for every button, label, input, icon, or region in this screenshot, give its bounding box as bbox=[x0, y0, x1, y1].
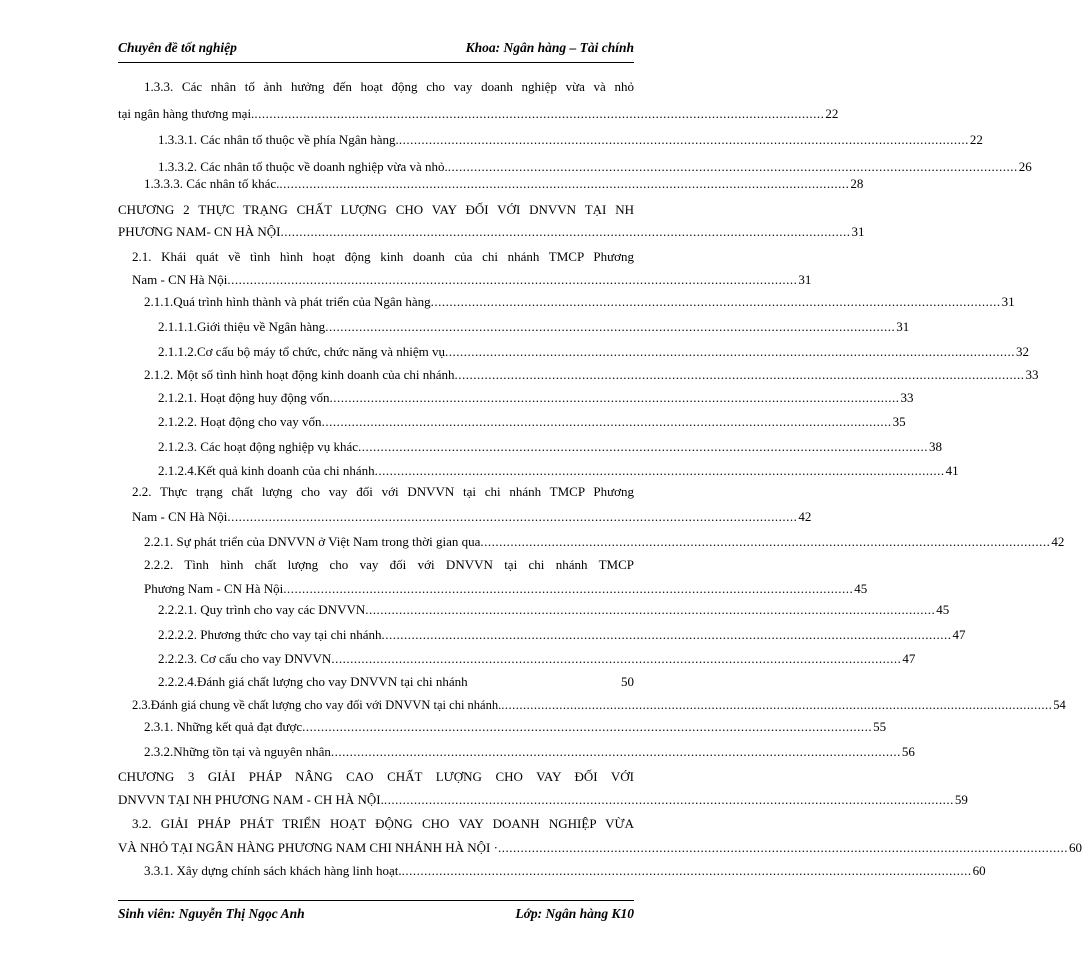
toc-entry[interactable]: 2.3.Đánh giá chung về chất lượng cho vay đối với DNVVN tại chi nhánh. ........................................................................................................................................................ 54 bbox=[132, 694, 634, 716]
toc-entry[interactable]: 2.3.2.Những tồn tại và nguyên nhân ........................................................................................................................................................ 56 bbox=[144, 741, 634, 763]
page-number: 31 bbox=[798, 272, 812, 287]
page-number: 41 bbox=[945, 463, 959, 478]
footer-rule bbox=[118, 900, 634, 901]
toc-entry[interactable]: 2.1.2.1. Hoạt động huy động vốn ........................................................................................................................................................ 33 bbox=[158, 387, 634, 409]
toc-entry[interactable]: 2.3.1. Những kết quả đạt được ........................................................................................................................................................ 55 bbox=[144, 716, 634, 738]
page-number: 35 bbox=[892, 414, 906, 429]
page-number: 42 bbox=[1051, 534, 1065, 549]
toc-chapter-line[interactable]: CHƯƠNG 3 GIẢI PHÁP NÂNG CAO CHẤT LƯỢNG CHO VAY ĐỐI VỚI bbox=[118, 769, 634, 784]
toc-entry[interactable]: Nam - CN Hà Nội ........................................................................................................................................................ 42 bbox=[132, 506, 634, 528]
page-number: 45 bbox=[936, 602, 950, 617]
page-number: 31 bbox=[896, 319, 910, 334]
page-number: 33 bbox=[900, 390, 914, 405]
page-number: 22 bbox=[969, 132, 983, 147]
page-number: 47 bbox=[952, 627, 966, 642]
toc-entry[interactable]: 2.1.2.3. Các hoạt động nghiệp vụ khác ........................................................................................................................................................ 38 bbox=[158, 436, 634, 458]
page-number: 26 bbox=[1018, 159, 1032, 174]
page-number: 50 bbox=[621, 674, 634, 689]
toc-entry[interactable]: 1.3.3.1. Các nhân tố thuộc về phía Ngân hàng. ........................................................................................................................................................ 22 bbox=[158, 129, 634, 151]
toc-entry-line[interactable]: 2.2. Thực trạng chất lượng cho vay đối với DNVVN tại chi nhánh TMCP Phương bbox=[132, 484, 634, 499]
toc-entry[interactable]: 3.3.1. Xây dựng chính sách khách hàng linh hoạt. ........................................................................................................................................................ 60 bbox=[144, 860, 634, 882]
page-number: 55 bbox=[873, 719, 887, 734]
page-number: 60 bbox=[972, 863, 986, 878]
toc-entry[interactable]: Phương Nam - CN Hà Nội ........................................................................................................................................................ 45 bbox=[144, 578, 634, 600]
toc-entry[interactable]: 2.1.1.1.Giới thiệu về Ngân hàng ........................................................................................................................................................ 31 bbox=[158, 316, 634, 338]
footer-right: Lớp: Ngân hàng K10 bbox=[515, 906, 634, 921]
toc-entry[interactable]: 2.2.2.1. Quy trình cho vay các DNVVN ........................................................................................................................................................ 45 bbox=[158, 599, 634, 621]
toc-entry-line[interactable]: 2.1. Khái quát về tình hình hoạt động kinh doanh của chi nhánh TMCP Phương bbox=[132, 249, 634, 264]
page-number: 28 bbox=[850, 176, 864, 191]
toc-entry[interactable]: 2.1.1.Quá trình hình thành và phát triển của Ngân hàng ........................................................................................................................................................ 31 bbox=[144, 291, 634, 313]
toc-entry[interactable]: 2.2.2.2. Phương thức cho vay tại chi nhánh ........................................................................................................................................................ 47 bbox=[158, 624, 634, 646]
toc-chapter[interactable]: PHƯƠNG NAM- CN HÀ NỘI ........................................................................................................................................................ 31 bbox=[118, 221, 634, 243]
page-number: 31 bbox=[851, 224, 865, 239]
toc-entry[interactable]: VÀ NHỎ TẠI NGÂN HÀNG PHƯƠNG NAM CHI NHÁNH HÀ NỘI · ........................................................................................................................................................ 60 bbox=[118, 837, 634, 859]
header-rule bbox=[118, 62, 634, 63]
page-number: 56 bbox=[901, 744, 915, 759]
toc-entry[interactable]: 2.1.2.2. Hoạt động cho vay vốn ........................................................................................................................................................ 35 bbox=[158, 411, 634, 433]
toc-entry[interactable]: 2.2.2.3. Cơ cấu cho vay DNVVN ........................................................................................................................................................ 47 bbox=[158, 648, 634, 670]
page-number: 45 bbox=[854, 581, 868, 596]
page-number: 59 bbox=[954, 792, 968, 807]
toc-entry[interactable]: 2.1.1.2.Cơ cấu bộ máy tổ chức, chức năng và nhiệm vụ ........................................................................................................................................................ 32 bbox=[158, 341, 634, 363]
toc-entry-line[interactable]: 3.2. GIẢI PHÁP PHÁT TRIỂN HOẠT ĐỘNG CHO VAY DOANH NGHIỆP VỪA bbox=[132, 816, 634, 831]
page-number: 38 bbox=[929, 439, 943, 454]
header-right: Khoa: Ngân hàng – Tài chính bbox=[465, 40, 634, 55]
page-number: 32 bbox=[1016, 344, 1030, 359]
header-left: Chuyên đề tốt nghiệp bbox=[118, 40, 237, 55]
page-number: 47 bbox=[902, 651, 916, 666]
toc-chapter[interactable]: DNVVN TẠI NH PHƯƠNG NAM - CH HÀ NỘI. ........................................................................................................................................................ 59 bbox=[118, 789, 634, 811]
toc-entry[interactable]: 2.1.2. Một số tình hình hoạt động kinh doanh của chi nhánh ........................................................................................................................................................ 33 bbox=[144, 364, 634, 386]
toc-entry-line[interactable]: 1.3.3. Các nhân tố ảnh hưởng đến hoạt động cho vay doanh nghiệp vừa và nhỏ bbox=[144, 79, 634, 94]
page-number: 54 bbox=[1053, 698, 1066, 712]
toc-entry[interactable]: Nam - CN Hà Nội ........................................................................................................................................................ 31 bbox=[132, 269, 634, 291]
toc-entry[interactable]: 1.3.3.2. Các nhân tố thuộc về doanh nghiệp vừa và nhỏ. ........................................................................................................................................................ 26 bbox=[158, 156, 634, 178]
page-number: 42 bbox=[798, 509, 812, 524]
page-header bbox=[118, 40, 634, 60]
page-number: 33 bbox=[1025, 367, 1039, 382]
toc-entry[interactable]: 1.3.3.3. Các nhân tố khác. ........................................................................................................................................................ 28 bbox=[144, 173, 634, 195]
toc-chapter-line[interactable]: CHƯƠNG 2 THỰC TRẠNG CHẤT LƯỢNG CHO VAY ĐỐI VỚI DNVVN TẠI NH bbox=[118, 202, 634, 217]
page-number: 60 bbox=[1068, 840, 1082, 855]
footer-left: Sinh viên: Nguyễn Thị Ngọc Anh bbox=[118, 906, 305, 921]
toc-entry[interactable]: 2.1.2.4.Kết quả kinh doanh của chi nhánh ........................................................................................................................................................ 41 bbox=[158, 460, 634, 482]
toc-entry-line[interactable]: 2.2.2. Tình hình chất lượng cho vay đối với DNVVN tại chi nhánh TMCP bbox=[144, 557, 634, 572]
page-number: 31 bbox=[1001, 294, 1015, 309]
page-number: 22 bbox=[825, 106, 839, 121]
toc-entry[interactable]: tại ngân hàng thương mại. ........................................................................................................................................................ 22 bbox=[118, 103, 634, 125]
toc-entry[interactable]: 2.2.2.4.Đánh giá chất lượng cho vay DNVVN tại chi nhánh 50 bbox=[158, 671, 634, 693]
page-footer bbox=[118, 906, 634, 926]
toc-entry[interactable]: 2.2.1. Sự phát triển của DNVVN ở Việt Nam trong thời gian qua ........................................................................................................................................................ 42 bbox=[144, 531, 634, 553]
